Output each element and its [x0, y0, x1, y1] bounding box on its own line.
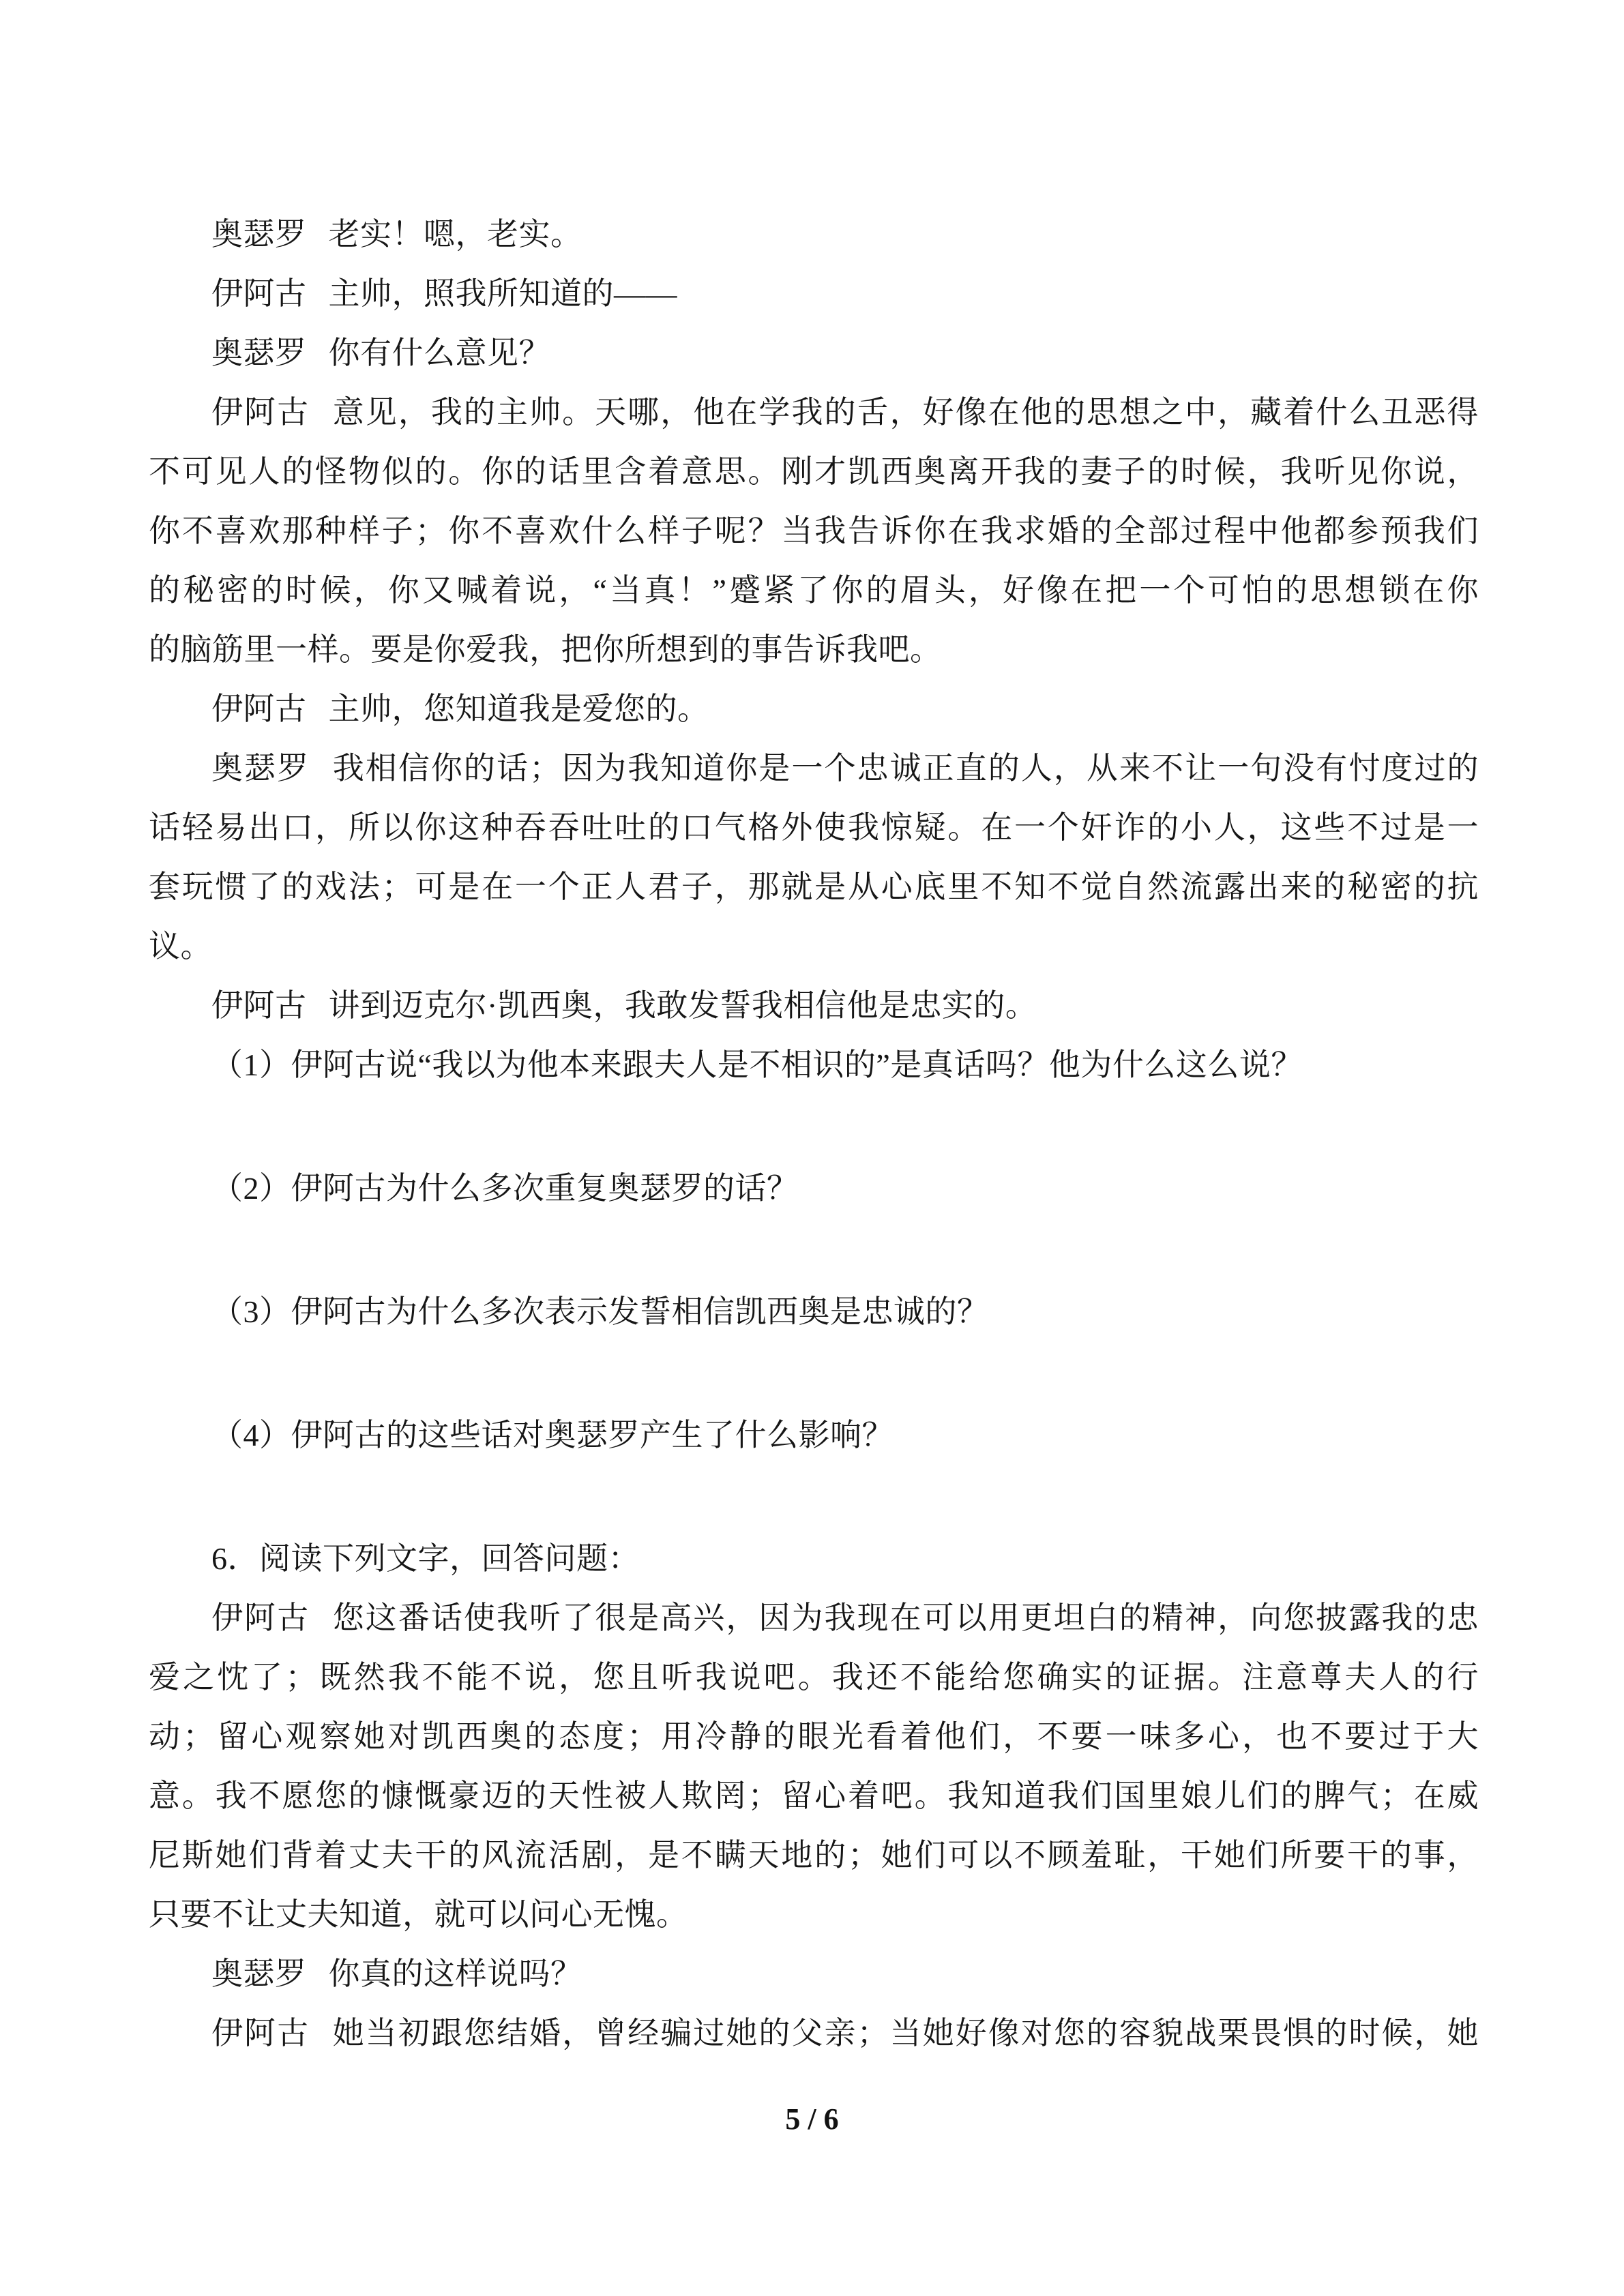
- page-number: 5 / 6: [785, 2102, 839, 2136]
- dialogue-line: 只要不让丈夫知道，就可以问心无愧。: [149, 1897, 688, 1932]
- dialogue-line-iago: 伊阿古 您这番话使我听了很是高兴，因为我现在可以用更坦白的精神，向您披露我的忠: [211, 1600, 1479, 1635]
- dialogue-line: 套玩惯了的戏法；可是在一个正人君子，那就是从心底里不知不觉自然流露出来的秘密的抗: [149, 869, 1479, 904]
- dialogue-line: 议。: [149, 929, 212, 964]
- dialogue-line: 的秘密的时候，你又喊着说，“当真！”蹙紧了你的眉头，好像在把一个可怕的思想锁在你: [149, 573, 1479, 608]
- dialogue-line: 你不喜欢那种样子；你不喜欢什么样子呢？当我告诉你在我求婚的全部过程中他都参预我们: [149, 513, 1479, 548]
- dialogue-line: 意。我不愿您的慷慨豪迈的天性被人欺罔；留心着吧。我知道我们国里娘儿们的脾气；在威: [149, 1778, 1479, 1813]
- document-body: [149, 205, 1479, 2063]
- dialogue-line-othello: 奥瑟罗 老实！嗯，老实。: [211, 217, 582, 252]
- dialogue-line: 动；留心观察她对凯西奥的态度；用冷静的眼光看着他们，不要一味多心，也不要过于大: [149, 1719, 1479, 1754]
- question-item-1: （1）伊阿古说“我以为他本来跟夫人是不相识的”是真话吗？他为什么这么说？: [211, 1047, 1303, 1082]
- question-item-4: （4）伊阿古的这些话对奥瑟罗产生了什么影响？: [211, 1418, 894, 1452]
- dialogue-line: 尼斯她们背着丈夫干的风流活剧，是不瞒天地的；她们可以不顾羞耻，干她们所要干的事，: [149, 1838, 1479, 1873]
- dialogue-line: 话轻易出口，所以你这种吞吞吐吐的口气格外使我惊疑。在一个奸诈的小人，这些不过是一: [149, 810, 1479, 845]
- exercise-heading: 6．阅读下列文字，回答问题：: [211, 1541, 640, 1576]
- question-item-2: （2）伊阿古为什么多次重复奥瑟罗的话？: [211, 1171, 799, 1206]
- dialogue-line: 不可见人的怪物似的。你的话里含着意思。刚才凯西奥离开我的妻子的时候，我听见你说，: [149, 454, 1479, 489]
- dialogue-line-othello: 奥瑟罗 你有什么意见？: [211, 336, 550, 370]
- question-item-3: （3）伊阿古为什么多次表示发誓相信凯西奥是忠诚的？: [211, 1294, 989, 1329]
- dialogue-line: 爱之忱了；既然我不能不说，您且听我说吧。我还不能给您确实的证据。注意尊夫人的行: [149, 1660, 1479, 1695]
- dialogue-line-iago: 伊阿古 讲到迈克尔·凯西奥，我敢发誓我相信他是忠实的。: [211, 988, 1037, 1023]
- dialogue-line-iago: 伊阿古 意见，我的主帅。天哪，他在学我的舌，好像在他的思想之中，藏着什么丑恶得: [211, 395, 1479, 430]
- dialogue-line-iago: 伊阿古 她当初跟您结婚，曾经骗过她的父亲；当她好像对您的容貌战栗畏惧的时候，她: [211, 2016, 1479, 2051]
- dialogue-line-iago: 伊阿古 主帅，照我所知道的——: [211, 276, 677, 311]
- dialogue-line-iago: 伊阿古 主帅，您知道我是爱您的。: [211, 691, 709, 726]
- dialogue-line: 的脑筋里一样。要是你爱我，把你所想到的事告诉我吧。: [149, 632, 942, 667]
- dialogue-line-othello: 奥瑟罗 你真的这样说吗？: [211, 1956, 582, 1991]
- dialogue-line-othello: 奥瑟罗 我相信你的话；因为我知道你是一个忠诚正直的人，从来不让一句没有忖度过的: [211, 751, 1479, 786]
